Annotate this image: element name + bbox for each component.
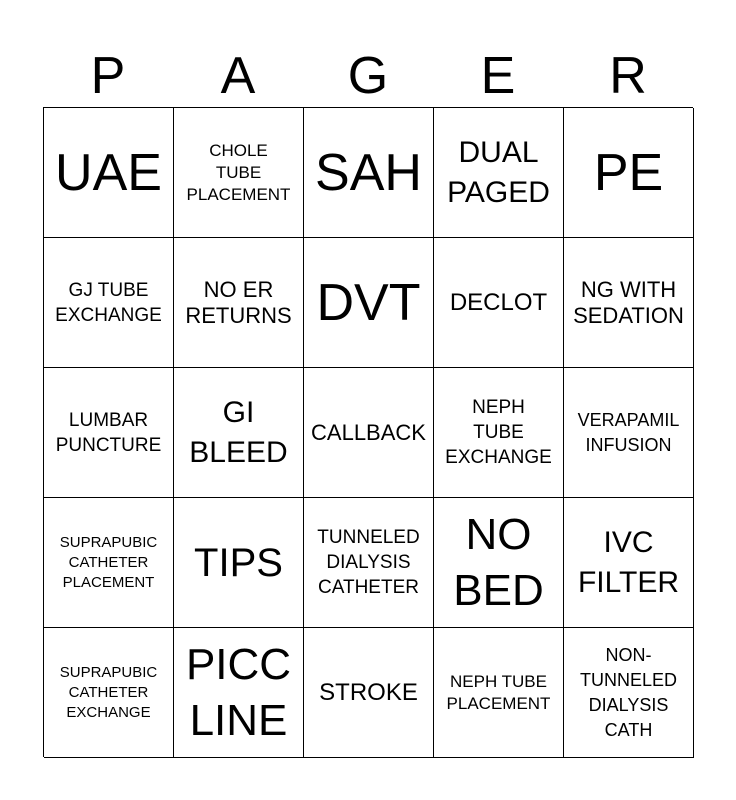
bingo-cell-r4c1[interactable]: [44, 498, 174, 628]
cell-label: PICC LINE: [185, 639, 292, 745]
cell-label: SAH: [315, 143, 422, 202]
bingo-cell-r5c5[interactable]: [564, 628, 694, 758]
bingo-cell-r2c3[interactable]: [304, 238, 434, 368]
cell-label: GI BLEED: [189, 395, 288, 469]
bingo-cell-r3c5[interactable]: [564, 368, 694, 498]
bingo-cell-r3c2[interactable]: [174, 368, 304, 498]
cell-label: NO ER RETURNS: [185, 276, 292, 328]
cell-label: CALLBACK: [311, 419, 426, 445]
bingo-cell-r1c3[interactable]: [304, 108, 434, 238]
bingo-cell-r5c3[interactable]: [304, 628, 434, 758]
bingo-cell-r3c1[interactable]: [44, 368, 174, 498]
cell-label: NEPH TUBE PLACEMENT: [446, 671, 551, 713]
bingo-cell-r4c3[interactable]: [304, 498, 434, 628]
bingo-cell-r4c4[interactable]: [434, 498, 564, 628]
bingo-cell-r5c2[interactable]: [174, 628, 304, 758]
bingo-cell-r2c4[interactable]: [434, 238, 564, 368]
cell-label: UAE: [55, 143, 162, 202]
cell-label: NG WITH SEDATION: [573, 276, 684, 328]
bingo-cell-r2c2[interactable]: [174, 238, 304, 368]
cell-label: NON- TUNNELED DIALYSIS CATH: [579, 644, 677, 740]
bingo-cell-r2c5[interactable]: [564, 238, 694, 368]
cell-label: TIPS: [194, 540, 283, 585]
cell-label: NEPH TUBE EXCHANGE: [445, 397, 552, 468]
cell-label: STROKE: [319, 679, 418, 706]
cell-label: DUAL PAGED: [447, 135, 550, 209]
bingo-cell-r3c3[interactable]: [304, 368, 434, 498]
header-letter-p: P: [90, 47, 126, 105]
bingo-cell-r1c1[interactable]: [44, 108, 174, 238]
cell-label: LUMBAR PUNCTURE: [55, 409, 162, 456]
bingo-cell-r2c1[interactable]: [44, 238, 174, 368]
bingo-cell-r5c4[interactable]: [434, 628, 564, 758]
cell-label: TUNNELED DIALYSIS CATHETER: [317, 527, 420, 598]
cell-label: VERAPAMIL INFUSION: [577, 409, 680, 455]
bingo-header: [43, 44, 693, 108]
bingo-cell-r4c5[interactable]: [564, 498, 694, 628]
cell-label: CHOLE TUBE PLACEMENT: [186, 140, 291, 204]
cell-label: PE: [593, 143, 664, 202]
header-letter-a: A: [220, 47, 256, 105]
cell-label: SUPRAPUBIC CATHETER EXCHANGE: [59, 663, 158, 721]
bingo-cell-r5c1[interactable]: [44, 628, 174, 758]
bingo-cell-r4c2[interactable]: [174, 498, 304, 628]
bingo-cell-r3c4[interactable]: [434, 368, 564, 498]
cell-label: DVT: [316, 273, 421, 332]
bingo-cell-r1c5[interactable]: [564, 108, 694, 238]
cell-label: DECLOT: [449, 289, 548, 316]
header-letter-g: G: [347, 47, 389, 105]
header-letter-r: R: [609, 47, 647, 105]
cell-label: GJ TUBE EXCHANGE: [55, 279, 162, 326]
bingo-cell-r1c2[interactable]: [174, 108, 304, 238]
header-letter-e: E: [480, 47, 516, 105]
bingo-board: [43, 107, 693, 757]
cell-label: SUPRAPUBIC CATHETER PLACEMENT: [59, 533, 158, 591]
bingo-cell-r1c4[interactable]: [434, 108, 564, 238]
cell-label: NO BED: [453, 509, 544, 615]
cell-label: IVC FILTER: [577, 525, 680, 599]
